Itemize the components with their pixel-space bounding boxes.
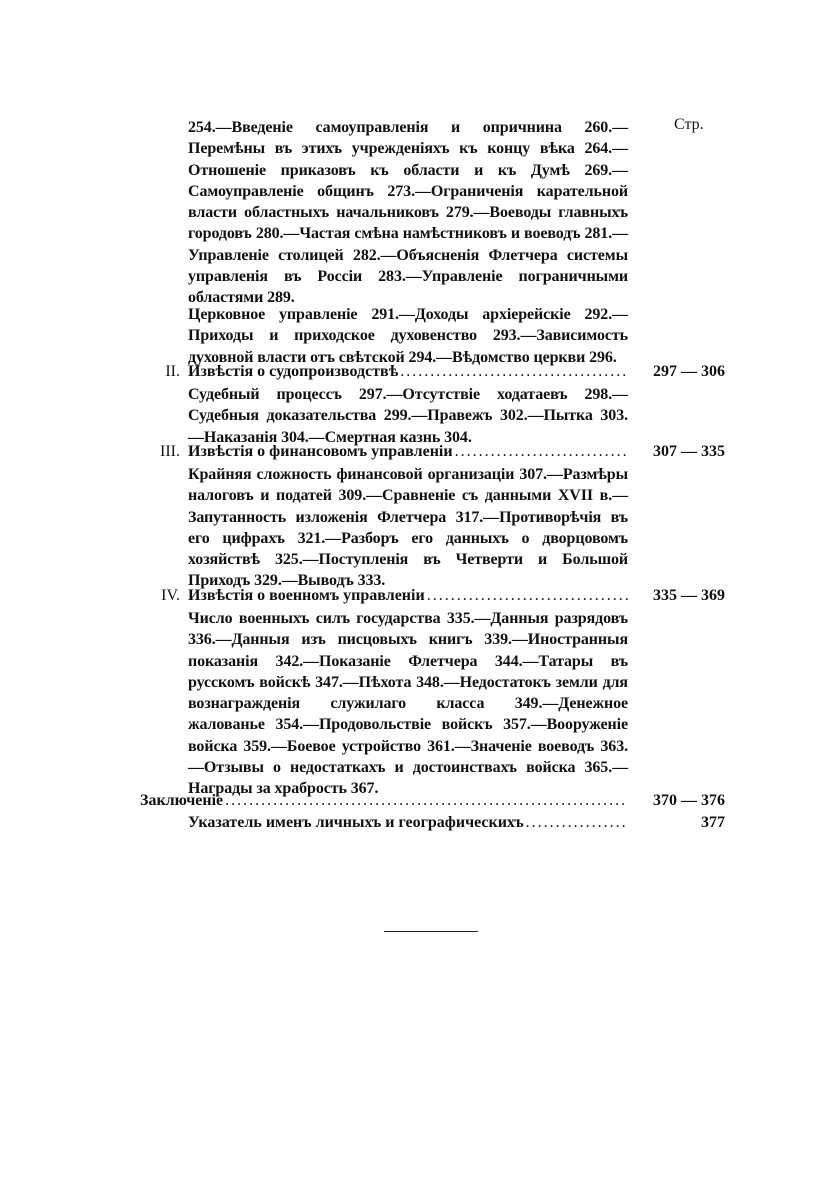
toc-paragraph-judiciary: Судебный процессъ 297.—Отсутствіе ходатаевъ 298.—Судебныя доказательства 299.—Правежъ 302.—Пытка 303.—Наказанія 304.—Смертная казнь 304. bbox=[188, 386, 628, 446]
leader-dots bbox=[455, 443, 628, 461]
leader-dots bbox=[427, 587, 628, 605]
toc-paragraph-church: Церковное управленіе 291.—Доходы архіерейскіе 292.—Приходы и приходское духовенство 293.—Зависимость духовной власти отъ свѣтской 294.—Вѣдомство церкви 296. bbox=[188, 306, 628, 366]
toc-entry-title: Извѣстія о военномъ управленіи bbox=[188, 587, 425, 604]
toc-paragraph-administration: 254.—Введеніе самоуправленія и опричнина 260.—Перемѣны въ этихъ учрежденіяхъ къ концу вѣка 264.—Отношеніе приказовъ къ области и къ Думѣ 269.—Самоуправленіе общинъ 273.—Ограниченія карательной власти областныхъ начальниковъ 279.—Воеводы главныхъ городовъ 280.—Частая смѣна намѣстниковъ и воеводъ 281.—Управленіе столицей 282.—Объясненія Флетчера системы управленія въ Россіи 283.—Управленіе пограничными областями 289. bbox=[188, 119, 628, 307]
toc-paragraph-military: Число военныхъ силъ государства 335.—Данныя разрядовъ 336.—Данныя изъ писцовыхъ книгъ 339.—Иностранныя показанія 342.—Показаніе Флетчера 344.—Татары въ русскомъ войскѣ 347.—Пѣхота 348.—Недостатокъ земли для вознагражденія служилаго класса 349.—Денежное жалованье 354.—Продовольствіе войскъ 357.—Вооруженіе войска 359.—Боевое устройство 361.—Значеніе воеводъ 363.—Отзывы о недостаткахъ и достоинствахъ войска 365.—Награды за храбрость 367. bbox=[188, 610, 628, 798]
end-rule bbox=[384, 931, 478, 932]
toc-paragraph-finance: Крайняя сложность финансовой организаціи 307.—Размѣры налоговъ и податей 309.—Сравненіе съ данными XVII в.—Запутанность изложенія Флетчера 317.—Противорѣчія въ его цифрахъ 321.—Разборъ его данныхъ о дворцовомъ хозяйствѣ 325.—Поступленія въ Четверти и Большой Приходъ 329.—Выводъ 333. bbox=[188, 466, 628, 590]
section-numeral-iv: IV. bbox=[161, 587, 180, 604]
toc-entry-military[interactable] bbox=[188, 587, 628, 605]
page-column-label: Стр. bbox=[674, 116, 704, 133]
section-numeral-ii: II. bbox=[165, 363, 180, 380]
toc-entry-judiciary[interactable] bbox=[188, 363, 628, 381]
toc-entry-title: Заключеніе bbox=[140, 792, 224, 809]
toc-entry-finance[interactable] bbox=[188, 443, 628, 461]
toc-entry-title: Извѣстія о судопроизводствѣ bbox=[188, 363, 399, 380]
toc-entry-pages: 307 — 335 bbox=[653, 443, 725, 460]
section-numeral-iii: III. bbox=[160, 443, 180, 460]
toc-entry-title: Извѣстія о финансовомъ управленіи bbox=[188, 443, 453, 460]
toc-entry-pages: 297 — 306 bbox=[653, 363, 725, 380]
toc-entry-index[interactable] bbox=[188, 814, 628, 832]
toc-entry-pages: 370 — 376 bbox=[653, 792, 725, 809]
leader-dots bbox=[225, 792, 628, 810]
toc-entry-pages: 335 — 369 bbox=[653, 587, 725, 604]
toc-entry-conclusion[interactable] bbox=[140, 792, 628, 810]
toc-entry-pages: 377 bbox=[701, 814, 725, 831]
leader-dots bbox=[526, 814, 628, 832]
leader-dots bbox=[400, 363, 628, 381]
toc-entry-title: Указатель именъ личныхъ и географическихъ bbox=[188, 814, 524, 831]
